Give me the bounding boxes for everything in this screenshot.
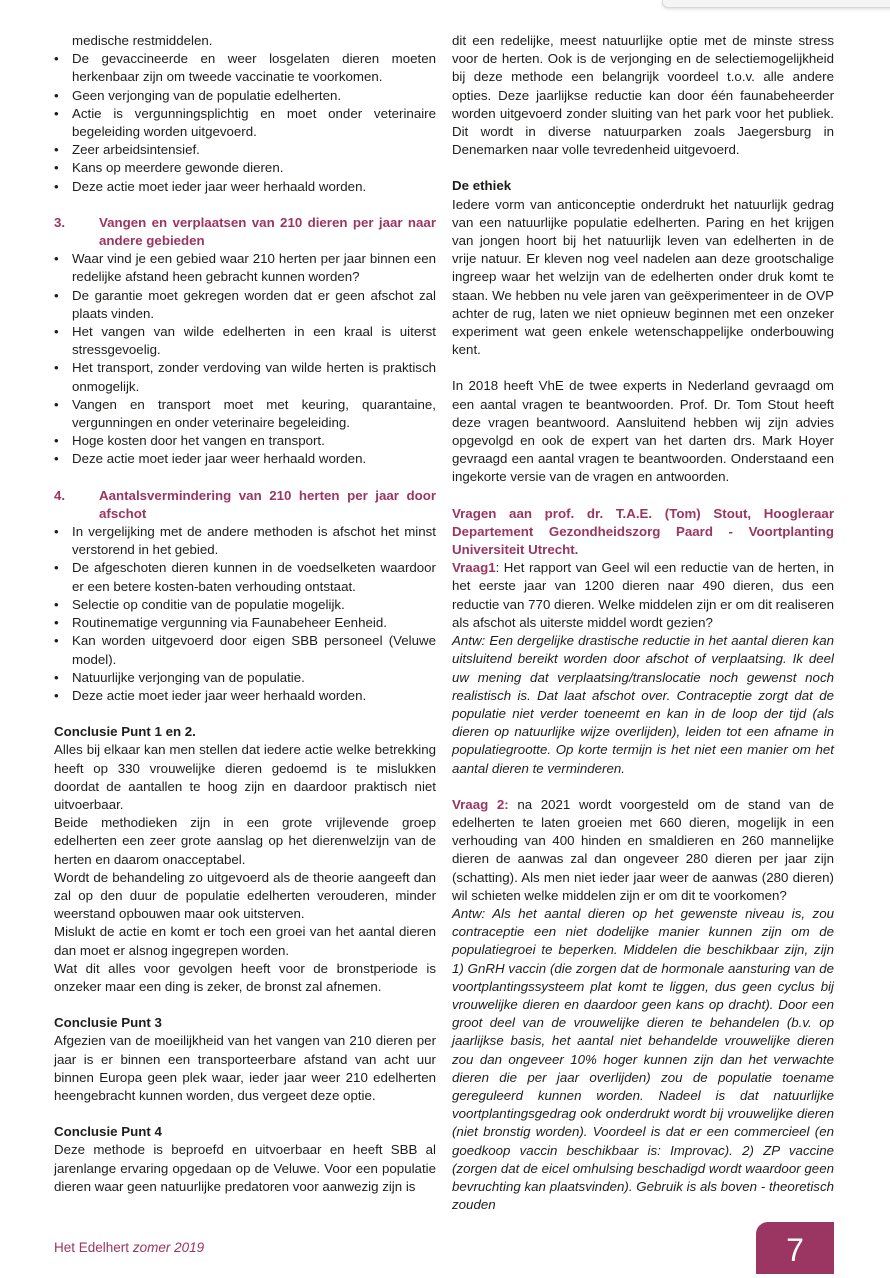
list-item: • Het vangen van wilde edelherten in een kraal is uiterst stressgevoelig. <box>54 323 436 359</box>
list-item: • Hoge kosten door het vangen en transport. <box>54 432 436 450</box>
window-top-bar <box>662 0 890 8</box>
question-1-label: Vraag1 <box>452 560 496 576</box>
continuation-paragraph: dit een redelijke, meest natuurlijke optie met de minste stress voor de herten. Ook is de verjonging en de selectiemogelijkheid bij deze methode een belangrijk voordeel t.o.v. alle andere opties. Deze jaarlijkse reductie kan door één faunabeheerder worden uitgevoerd zonder sluiting van het park voor het publiek. Dit wordt in diverse natuurparken zoals Jaegersburg in Denemarken naar volle tevredenheid uitgevoerd. <box>452 33 834 158</box>
ethics-text: Iedere vorm van anticonceptie onderdrukt het natuurlijk gedrag van een natuurlijke populatie edelherten. Paring en het krijgen van jongen hoort bij het natuurlijk leven van edelherten in de vrije natuur. Er kleven nog veel nadelen aan deze grootschalige ingreep waar het welzijn van de edelherten onder druk komt te staan. We hebben nu vele jaren van geëxperimenteer in de OVP achter de rug, laten we niet opnieuw beginnen met een onzeker experiment wat geen enkele wetenschappelijke onderbouwing kent. <box>452 196 834 358</box>
section-3-heading <box>54 214 436 250</box>
section-3-title: Vangen en verplaatsen van 210 dieren per jaar naar andere gebieden <box>99 214 436 249</box>
list-item: • De gevaccineerde en weer losgelaten dieren moeten herkenbaar zijn om tweede vaccinatie te voorkomen. <box>54 50 436 86</box>
conclusion-1-2-para: Alles bij elkaar kan men stellen dat iedere actie welke betrekking heeft op 330 vrouwelijke dieren gedoemd is te mislukken doordat de aantallen te hoog zijn en daardoor praktisch niet uitvoerbaar. <box>54 742 436 812</box>
conclusion-3-heading: Conclusie Punt 3 <box>54 1015 162 1031</box>
section-3-list <box>54 250 436 468</box>
list-item: • Deze actie moet ieder jaar weer herhaald worden. <box>54 687 436 705</box>
conclusion-4-heading: Conclusie Punt 4 <box>54 1124 162 1140</box>
section-4-title: Aantalsvermindering van 210 herten per jaar door afschot <box>99 487 436 521</box>
section-4-heading <box>54 487 436 523</box>
conclusion-1-2-para: Wat dit alles voor gevolgen heeft voor de bronstperiode is onzeker maar een ding is zeker, de bronst zal afnemen. <box>54 960 436 994</box>
list-item: • Kans op meerdere gewonde dieren. <box>54 159 436 177</box>
list-item: • In vergelijking met de andere methoden is afschot het minst verstorend in het gebied. <box>54 523 436 559</box>
list-item: • Kan worden uitgevoerd door eigen SBB personeel (Veluwe model). <box>54 632 436 668</box>
list-item: • Deze actie moet ieder jaar weer herhaald worden. <box>54 178 436 196</box>
question-1 <box>452 559 834 632</box>
answer-1: Antw: Een dergelijke drastische reductie in het aantal dieren kan uitsluitend bereikt worden door afschot of verplaatsing. Ik deel uw mening dat verplaatsing/translocatie noch gewenst noch realistisch is. Dat laat afschot over. Contraceptie zorgt dat de populatie niet verder toeneemt en kan in de loop der tijd (als dieren op natuurlijke wijze overlijden), leiden tot een afname in populatiegrootte. Op korte termijn is het niet een manier om het aantal dieren te verminderen. <box>452 633 834 776</box>
question-2 <box>452 796 834 905</box>
question-1-text: : Het rapport van Geel wil een reductie van de herten, in het eerste jaar van 1200 dieren naar 490 dieren, dus een reductie van 770 dieren. Welke middelen zijn er om dit realiseren als afschot als uiterste middel wordt gezien? <box>452 560 834 630</box>
right-column <box>452 32 834 1214</box>
experts-paragraph: In 2018 heeft VhE de twee experts in Nederland gevraagd om een aantal vragen te beantwoorden. Prof. Dr. Tom Stout heeft deze vragen beantwoord. Aansluitend hebben wij zijn advies opgevolgd en ook de expert van het darten drs. Mark Hoyer gevraagd een aantal vragen te beantwoorden. Onderstaand een ingekorte versie van de vragen en antwoorden. <box>452 378 834 485</box>
questions-heading: Vragen aan prof. dr. T.A.E. (Tom) Stout, Hoogleraar Departement Gezondheidszorg Paard - Voortplanting Universiteit Utrecht. <box>452 505 834 558</box>
conclusion-1-2-para: Beide methodieken zijn in een grote vrijlevende groep edelherten een zeer grote aanslag op het dierenwelzijn van de herten en daarom onacceptabel. <box>54 815 436 867</box>
conclusion-4-text: Deze methode is beproefd en uitvoerbaar en heeft SBB al jarenlange ervaring opgedaan op de Veluwe. Voor een populatie dieren waar geen natuurlijke predatoren voor aanwezig zijn is <box>54 1142 436 1194</box>
conclusion-3-text: Afgezien van de moeilijkheid van het vangen van 210 dieren per jaar is er binnen een transporteerbare afstand van acht uur binnen Europa geen plek waar, ieder jaar weer 210 edelherten heengebracht kunnen worden, dus vergeet deze optie. <box>54 1033 436 1103</box>
list-item: • Zeer arbeidsintensief. <box>54 141 436 159</box>
list-item: • Actie is vergunningsplichtig en moet onder veterinaire begeleiding worden uitgevoerd. <box>54 105 436 141</box>
magazine-name: Het Edelhert <box>54 1240 130 1255</box>
page-number: 7 <box>786 1232 804 1268</box>
list-item: • Vangen en transport moet met keuring, quarantaine, vergunningen en onder veterinaire begeleiding. <box>54 396 436 432</box>
section-4-number: 4. <box>54 487 66 503</box>
intro-continuation: medische restmiddelen. <box>72 33 213 48</box>
list-item: • Geen verjonging van de populatie edelherten. <box>54 87 436 105</box>
list-item: • Natuurlijke verjonging van de populatie. <box>54 669 436 687</box>
conclusion-1-2-para: Mislukt de actie en komt er toch een groei van het aantal dieren dan moet er alsnog ingegrepen worden. <box>54 924 436 958</box>
question-2-text: na 2021 wordt voorgesteld om de stand van de edelherten te laten groeien met 660 dieren, mogelijk in een verhouding van 400 hinden en smaldieren en 260 mannelijke dieren de aanwas zal dan ongeveer 280 dieren per jaar zijn (schatting). Als men niet ieder jaar weer de aanwas (280 dieren) wil schieten welke middelen zijn er om dit te voorkomen? <box>452 796 834 903</box>
list-item: • Deze actie moet ieder jaar weer herhaald worden. <box>54 450 436 468</box>
answer-2: Antw: Als het aantal dieren op het gewenste niveau is, zou contraceptie een niet dodelijke manier kunnen zijn om de populatiegroei te beperken. Middelen die beschikbaar zijn, zijn 1) GnRH vaccin (die zorgen dat de hormonale aansturing van de voortplantingssysteem plat komt te liggen, dus geen cyclus bij vrouwelijke dieren en daardoor geen kans op dracht). Door een groot deel van de vrouwelijke dieren te behandelen (b.v. op jaarlijkse basis, het aantal niet behandelde vrouwelijke dieren zou dan ongeveer 10% hoger kunnen zijn dan het verwachte dieren die per jaar overlijden) zou de populatie toename gereguleerd kunnen worden. Nadeel is dat natuurlijke voortplantingsgedrag ook onderdrukt wordt bij vrouwelijke dieren (niet bronstig worden). Voordeel is dat er een commercieel (en goedkoop vaccin beschikbaar is: Improvac). 2) ZP vaccine (zorgen dat de eicel omhulsing beschadigd wordt waardoor geen bevruchting kan plaatsvinden). Gebruik is als boven - theoretisch zouden <box>452 905 834 1213</box>
list-item: • Routinematige vergunning via Faunabeheer Eenheid. <box>54 614 436 632</box>
footer-magazine-title <box>54 1240 204 1255</box>
bullet-list-a <box>54 50 436 196</box>
list-item: • Selectie op conditie van de populatie mogelijk. <box>54 596 436 614</box>
page-number-tab <box>756 1222 834 1274</box>
left-column <box>54 32 436 1196</box>
conclusion-1-2-heading: Conclusie Punt 1 en 2. <box>54 724 196 740</box>
magazine-issue: zomer 2019 <box>132 1240 205 1255</box>
list-item: • Waar vind je een gebied waar 210 herten per jaar binnen een redelijke afstand heen gebracht kunnen worden? <box>54 250 436 286</box>
list-item: • De garantie moet gekregen worden dat er geen afschot zal plaats vinden. <box>54 287 436 323</box>
list-item: • De afgeschoten dieren kunnen in de voedselketen waardoor er een betere kosten-baten verhouding ontstaat. <box>54 559 436 595</box>
list-item: • Het transport, zonder verdoving van wilde herten is praktisch onmogelijk. <box>54 359 436 395</box>
question-2-label: Vraag 2: <box>452 796 509 812</box>
ethics-heading: De ethiek <box>452 178 512 194</box>
conclusion-1-2-para: Wordt de behandeling zo uitgevoerd als de theorie aangeeft dan zal op den duur de populatie edelherten verouderen, minder weerstand opbouwen maar ook uitsterven. <box>54 869 436 922</box>
section-4-list <box>54 523 436 705</box>
section-3-number: 3. <box>54 214 66 230</box>
